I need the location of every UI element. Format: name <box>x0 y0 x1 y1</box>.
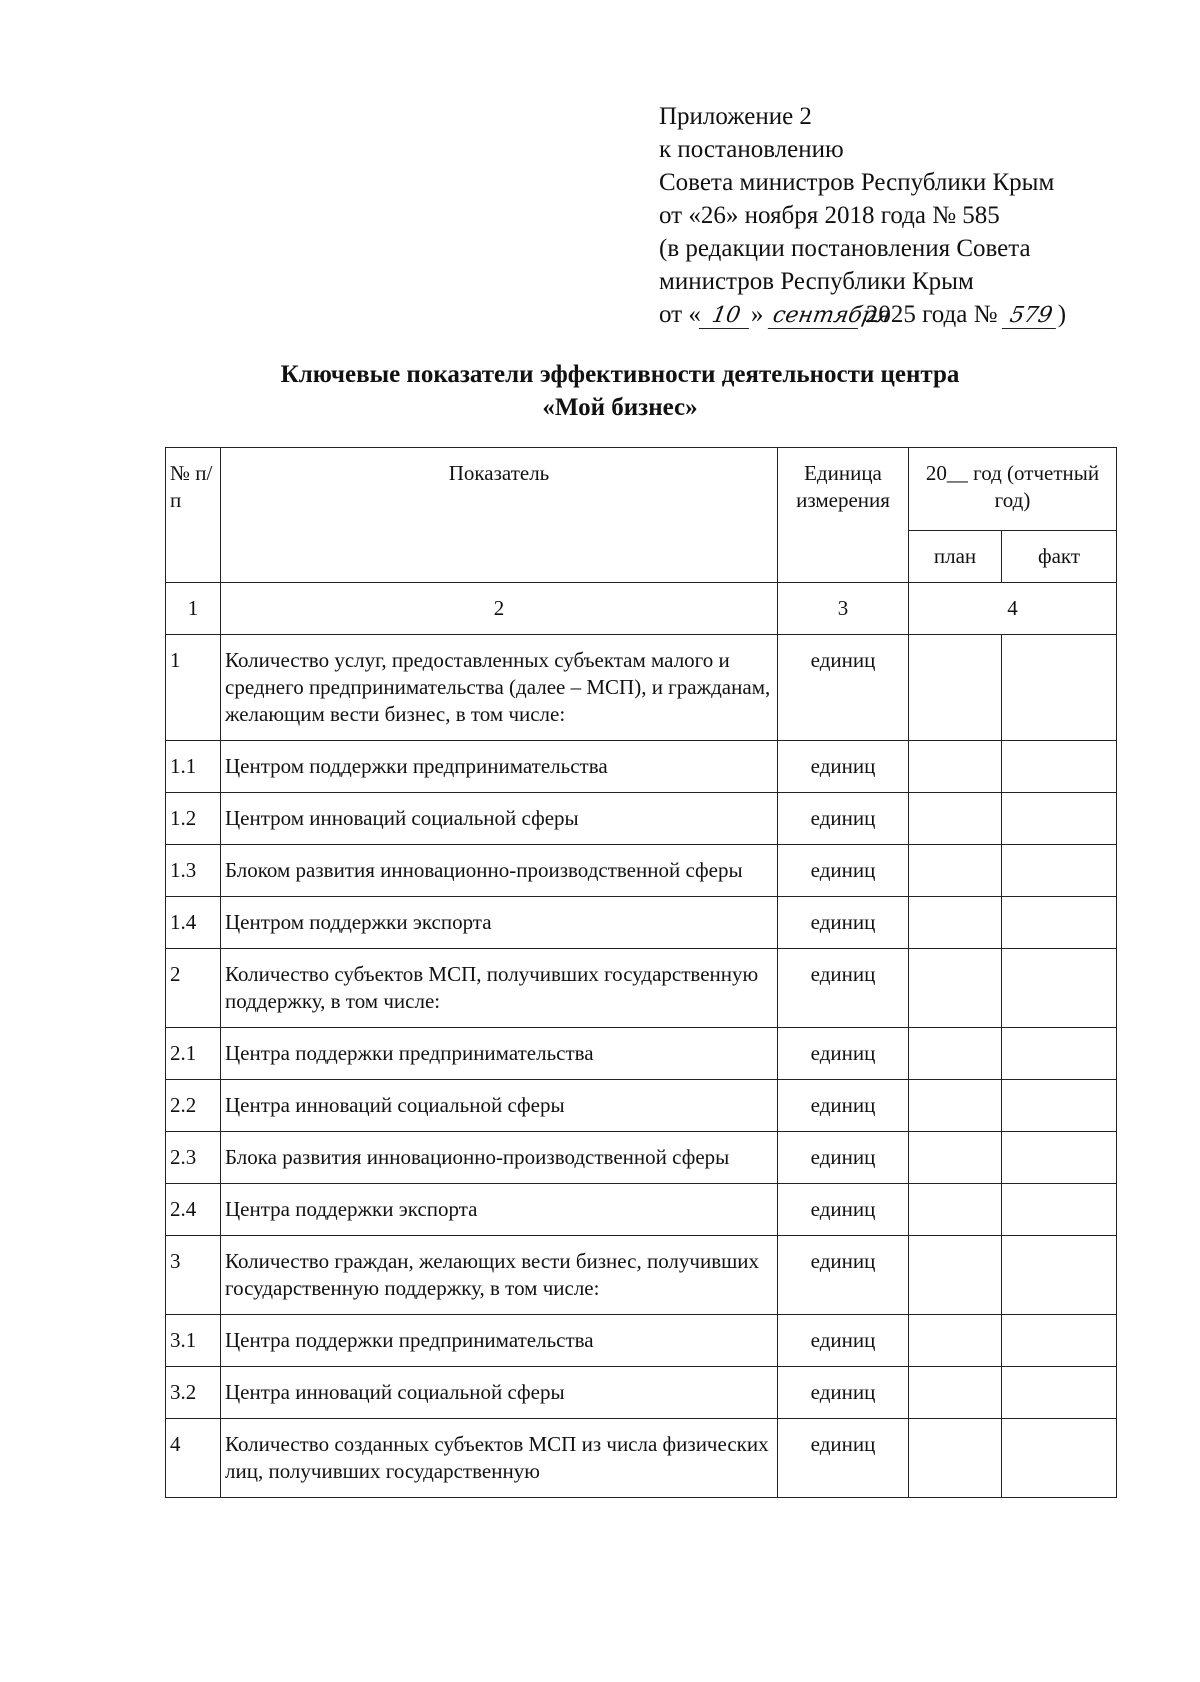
row-num-cell: 4 <box>166 1419 221 1498</box>
row-unit-cell: единиц <box>778 1236 909 1315</box>
handwritten-number: 579 <box>1001 304 1059 329</box>
row-fact-cell <box>1002 949 1117 1028</box>
row-plan-cell <box>909 1419 1002 1498</box>
header-year: 20__ год (отчетный год) <box>909 448 1117 531</box>
row-fact-cell <box>1002 1315 1117 1367</box>
document-title <box>160 358 1080 424</box>
row-fact-cell <box>1002 1080 1117 1132</box>
row-num-cell: 2.2 <box>166 1080 221 1132</box>
row-indicator-cell: Центра инноваций социальной сферы <box>221 1367 778 1419</box>
row-fact-cell <box>1002 1236 1117 1315</box>
row-fact-cell <box>1002 635 1117 741</box>
column-index-row <box>166 583 1117 635</box>
header-fact: факт <box>1002 531 1117 583</box>
row-indicator-cell: Центром поддержки экспорта <box>221 897 778 949</box>
row-num-cell: 3.1 <box>166 1315 221 1367</box>
table-row <box>166 949 1117 1028</box>
row-fact-cell <box>1002 1028 1117 1080</box>
row-fact-cell <box>1002 1132 1117 1184</box>
table-row <box>166 1184 1117 1236</box>
row-num-cell: 3 <box>166 1236 221 1315</box>
table-row <box>166 793 1117 845</box>
row-indicator-cell: Количество граждан, желающих вести бизнес, получивших государственную поддержку, в том числе: <box>221 1236 778 1315</box>
date-year: 2025 года № <box>865 301 998 328</box>
table-row <box>166 897 1117 949</box>
row-unit-cell: единиц <box>778 793 909 845</box>
row-unit-cell: единиц <box>778 741 909 793</box>
table-row <box>166 845 1117 897</box>
header-num: № п/п <box>166 448 221 583</box>
title-line: «Мой бизнес» <box>542 394 698 421</box>
row-indicator-cell: Центра поддержки экспорта <box>221 1184 778 1236</box>
row-plan-cell <box>909 1236 1002 1315</box>
row-plan-cell <box>909 845 1002 897</box>
row-num-cell: 1.1 <box>166 741 221 793</box>
row-indicator-cell: Центра поддержки предпринимательства <box>221 1315 778 1367</box>
table-row <box>166 1132 1117 1184</box>
kpi-table <box>165 447 1117 1498</box>
table-row <box>166 1236 1117 1315</box>
table-row <box>166 1315 1117 1367</box>
row-unit-cell: единиц <box>778 635 909 741</box>
row-indicator-cell: Количество субъектов МСП, получивших государственную поддержку, в том числе: <box>221 949 778 1028</box>
appendix-line: министров Республики Крым <box>659 268 974 295</box>
row-plan-cell <box>909 949 1002 1028</box>
row-num-cell: 1.2 <box>166 793 221 845</box>
appendix-line: Приложение 2 <box>659 103 812 130</box>
row-indicator-cell: Центром инноваций социальной сферы <box>221 793 778 845</box>
row-num-cell: 2.3 <box>166 1132 221 1184</box>
appendix-line: Совета министров Республики Крым <box>659 169 1055 196</box>
row-plan-cell <box>909 741 1002 793</box>
row-indicator-cell: Центра инноваций социальной сферы <box>221 1080 778 1132</box>
row-plan-cell <box>909 1028 1002 1080</box>
table-row <box>166 1367 1117 1419</box>
row-unit-cell: единиц <box>778 1184 909 1236</box>
row-plan-cell <box>909 1184 1002 1236</box>
header-indicator: Показатель <box>221 448 778 583</box>
row-indicator-cell: Блока развития инновационно-производственной сферы <box>221 1132 778 1184</box>
row-plan-cell <box>909 1315 1002 1367</box>
row-unit-cell: единиц <box>778 1315 909 1367</box>
row-plan-cell <box>909 793 1002 845</box>
row-fact-cell <box>1002 1184 1117 1236</box>
row-fact-cell <box>1002 845 1117 897</box>
date-prefix: от « <box>659 301 701 328</box>
row-unit-cell: единиц <box>778 1132 909 1184</box>
table-row <box>166 635 1117 741</box>
row-indicator-cell: Количество созданных субъектов МСП из числа физических лиц, получивших государственную <box>221 1419 778 1498</box>
index-cell: 2 <box>221 583 778 635</box>
row-plan-cell <box>909 1132 1002 1184</box>
index-cell: 1 <box>166 583 221 635</box>
row-plan-cell <box>909 897 1002 949</box>
row-fact-cell <box>1002 793 1117 845</box>
row-unit-cell: единиц <box>778 845 909 897</box>
row-indicator-cell: Центра поддержки предпринимательства <box>221 1028 778 1080</box>
title-line: Ключевые показатели эффективности деятельности центра <box>280 361 960 388</box>
appendix-date-line <box>659 298 1066 331</box>
index-cell: 4 <box>909 583 1117 635</box>
appendix-block <box>659 100 1066 331</box>
row-plan-cell <box>909 635 1002 741</box>
row-num-cell: 1.3 <box>166 845 221 897</box>
row-plan-cell <box>909 1367 1002 1419</box>
date-mid: » <box>750 301 764 328</box>
row-unit-cell: единиц <box>778 1367 909 1419</box>
row-num-cell: 1.4 <box>166 897 221 949</box>
row-num-cell: 2.4 <box>166 1184 221 1236</box>
row-unit-cell: единиц <box>778 897 909 949</box>
row-num-cell: 2 <box>166 949 221 1028</box>
row-fact-cell <box>1002 741 1117 793</box>
row-fact-cell <box>1002 897 1117 949</box>
header-plan: план <box>909 531 1002 583</box>
date-suffix: ) <box>1057 301 1067 328</box>
table-row <box>166 1080 1117 1132</box>
row-unit-cell: единиц <box>778 1080 909 1132</box>
appendix-line: к постановлению <box>659 136 844 163</box>
table-row <box>166 1028 1117 1080</box>
handwritten-day: 10 <box>699 304 753 329</box>
table-row <box>166 741 1117 793</box>
row-plan-cell <box>909 1080 1002 1132</box>
row-unit-cell: единиц <box>778 1419 909 1498</box>
row-num-cell: 2.1 <box>166 1028 221 1080</box>
row-indicator-cell: Блоком развития инновационно-производственной сферы <box>221 845 778 897</box>
header-unit: Единица измерения <box>778 448 909 583</box>
row-indicator-cell: Количество услуг, предоставленных субъектам малого и среднего предпринимательства (далее – МСП), и гражданам, желающим вести бизнес, в том числе: <box>221 635 778 741</box>
table-row <box>166 1419 1117 1498</box>
row-num-cell: 1 <box>166 635 221 741</box>
row-indicator-cell: Центром поддержки предпринимательства <box>221 741 778 793</box>
row-fact-cell <box>1002 1419 1117 1498</box>
row-num-cell: 3.2 <box>166 1367 221 1419</box>
table-header-row <box>166 448 1117 531</box>
appendix-line: от «26» ноября 2018 года № 585 <box>659 202 1000 229</box>
row-fact-cell <box>1002 1367 1117 1419</box>
handwritten-month: сентября <box>767 304 861 329</box>
row-unit-cell: единиц <box>778 1028 909 1080</box>
row-unit-cell: единиц <box>778 949 909 1028</box>
index-cell: 3 <box>778 583 909 635</box>
appendix-line: (в редакции постановления Совета <box>659 235 1031 262</box>
